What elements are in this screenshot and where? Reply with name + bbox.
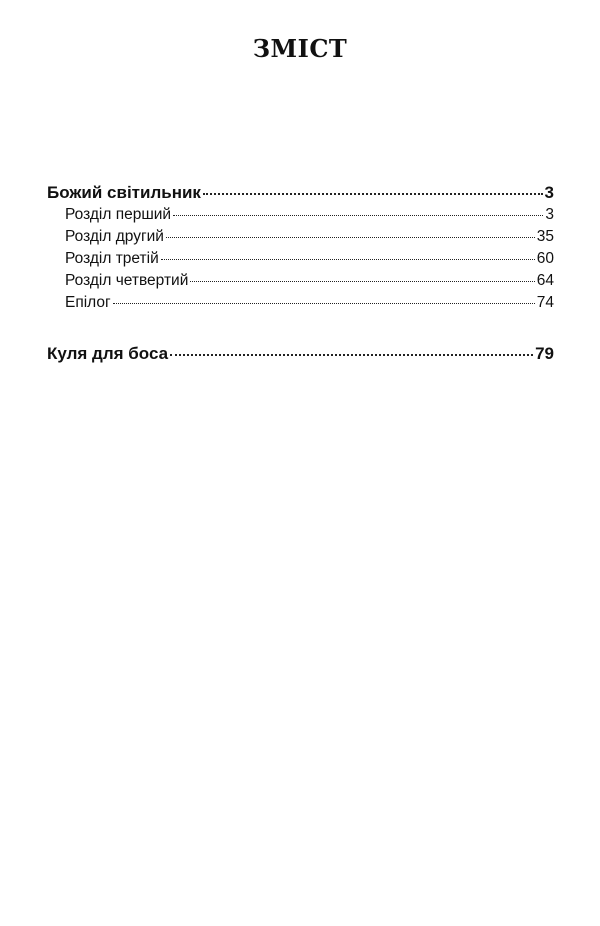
toc-entry-part2 [47,344,554,367]
page-title: ЗМІСТ [252,34,348,63]
toc-entry-chapter [47,228,554,250]
toc-entry-page: 74 [536,294,554,311]
toc-entry-page: 60 [536,250,554,267]
toc-entry-chapter [47,206,554,228]
toc-entry-label: Розділ перший [65,206,172,223]
dot-leader [173,215,543,216]
toc-entry-label: Епілог [65,294,111,311]
toc-entry-chapter [47,272,554,294]
section-gap [47,316,554,344]
dot-leader [170,354,533,356]
dot-leader [161,259,535,260]
toc-entry-page: 3 [545,206,554,223]
toc-entry-page: 64 [536,272,554,289]
dot-leader [203,193,543,195]
table-of-contents [47,183,554,367]
toc-entry-label: Розділ четвертий [65,272,189,289]
toc-entry-page: 79 [535,344,554,363]
toc-entry-label: Розділ третій [65,250,159,267]
toc-entry-label: Куля для боса [47,344,169,363]
dot-leader [166,237,535,238]
dot-leader [190,281,534,282]
toc-entry-label: Божий світильник [47,183,201,202]
toc-entry-page: 35 [536,228,554,245]
toc-entry-chapter [47,250,554,272]
toc-entry-part1 [47,183,554,206]
toc-entry-chapter [47,294,554,316]
dot-leader [113,303,535,304]
toc-entry-page: 3 [544,183,554,202]
toc-entry-label: Розділ другий [65,228,164,245]
